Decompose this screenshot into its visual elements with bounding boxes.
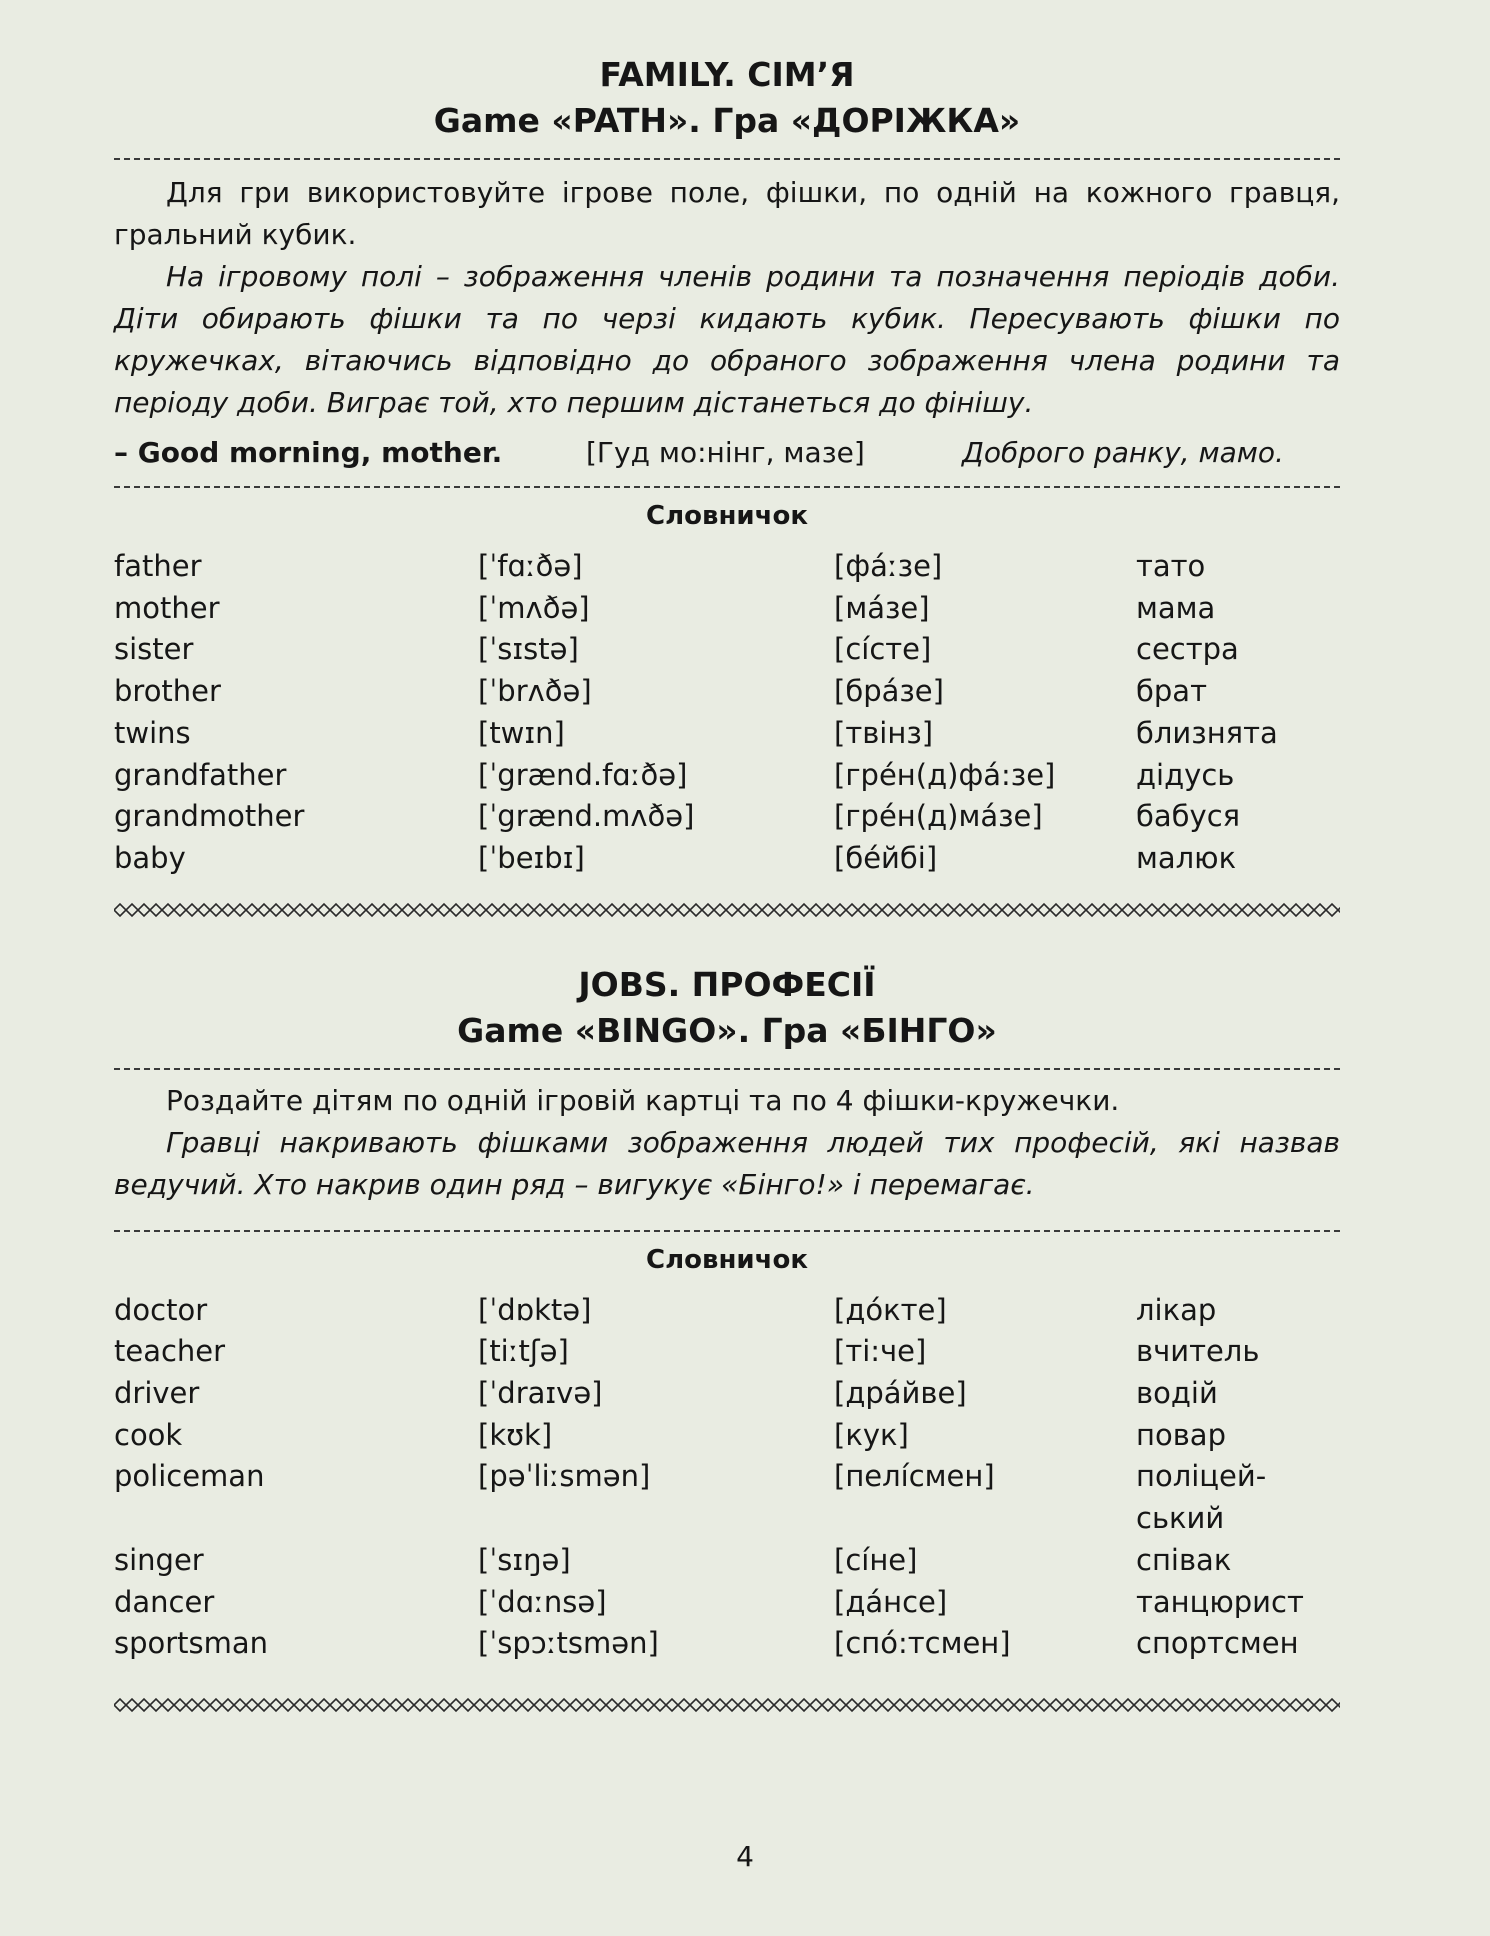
vocab-translation: близнята: [1136, 715, 1278, 750]
vocab-reading: [грéн(д)фá:зе]: [834, 757, 1056, 792]
vocab-reading: [кук]: [834, 1417, 909, 1452]
vocab-ipa: [ˈgrænd.mʌðə]: [478, 799, 695, 834]
zigzag-divider: [114, 1697, 1340, 1713]
vocab-row: [114, 1456, 1340, 1498]
vocab-translation: поліцей-: [1136, 1459, 1267, 1494]
vocab-word: singer: [114, 1542, 204, 1577]
vocab-ipa: [ˈsɪstə]: [478, 632, 579, 667]
vocab-row: [114, 1582, 1340, 1624]
vocab-translation: лікар: [1136, 1292, 1217, 1327]
vocab-row: [114, 1290, 1340, 1332]
description-paragraph: Гравці накривають фішками зображення людей тих професій, які назвав ведучий. Хто накрив один ряд – вигукує «Бінго!» і перемагає.: [114, 1125, 1340, 1201]
vocab-reading: [дáнсе]: [834, 1584, 948, 1619]
vocab-word: grandfather: [114, 757, 287, 792]
dashed-divider: [114, 486, 1340, 488]
jobs-section: [114, 962, 1340, 1713]
vocab-translation: сестра: [1136, 632, 1239, 667]
vocab-reading: [грéн(д)мáзе]: [834, 799, 1043, 834]
vocab-row: [114, 588, 1340, 630]
vocab-row: [114, 1540, 1340, 1582]
vocab-word: father: [114, 549, 202, 583]
instructions-paragraph: Роздайте дітям по одній ігровій картці та по 4 фішки-кружечки.: [166, 1083, 1120, 1117]
vocab-ipa: [kʊk]: [478, 1417, 553, 1452]
vocab-word: doctor: [114, 1292, 208, 1327]
vocab-translation: спортсмен: [1136, 1626, 1299, 1661]
dashed-divider: [114, 1068, 1340, 1070]
vocab-word: dancer: [114, 1584, 215, 1619]
vocab-reading: [твінз]: [834, 715, 934, 750]
vocab-reading: [сíне]: [834, 1542, 918, 1577]
vocab-word: sportsman: [114, 1626, 269, 1661]
vocab-row-continuation: [114, 1498, 1340, 1540]
vocab-reading: [брáзе]: [834, 674, 944, 709]
vocab-ipa: [tiːtʃə]: [478, 1334, 569, 1369]
vocab-reading: [ті:че]: [834, 1334, 927, 1369]
vocab-reading: [бéйбі]: [834, 840, 938, 875]
vocab-reading: [фáːзе]: [834, 549, 943, 583]
vocab-row: [114, 796, 1340, 838]
game-title: Game «PATH». Гра «ДОРІЖКА»: [433, 101, 1021, 140]
game-title: Game «BINGO». Гра «БІНГО»: [457, 1010, 997, 1050]
example-ukrainian: Доброго ранку, мамо.: [962, 436, 1284, 469]
vocabulary-list: [114, 1290, 1340, 1665]
vocab-reading: [сíсте]: [834, 632, 932, 667]
vocab-translation: водій: [1136, 1376, 1218, 1411]
vocab-word: grandmother: [114, 799, 305, 834]
vocab-row: [114, 1373, 1340, 1415]
vocab-translation: бабуся: [1136, 799, 1241, 834]
vocab-reading: [пелíсмен]: [834, 1459, 995, 1494]
instructions-paragraph: Для гри використовуйте ігрове поле, фішки, по одній на кожного гравця, гральний кубик.: [114, 176, 1340, 251]
vocab-row: [114, 629, 1340, 671]
vocab-ipa: [ˈdraɪvə]: [478, 1376, 603, 1411]
vocab-translation: мама: [1136, 590, 1216, 625]
vocab-row: [114, 755, 1340, 797]
vocabulary-title: Словничок: [646, 501, 808, 531]
vocab-ipa: [ˈdɑːnsə]: [478, 1584, 607, 1619]
vocab-word: mother: [114, 590, 220, 625]
vocab-translation: тато: [1136, 549, 1206, 583]
vocab-ipa: [ˈmʌðə]: [478, 590, 590, 625]
vocab-row: [114, 713, 1340, 755]
vocab-word: brother: [114, 674, 221, 709]
vocab-translation: вчитель: [1136, 1334, 1260, 1369]
vocab-ipa: [ˈbrʌðə]: [478, 674, 592, 709]
vocab-row: [114, 671, 1340, 713]
zigzag-divider: [114, 902, 1340, 918]
vocab-word: twins: [114, 715, 191, 750]
vocab-word: policeman: [114, 1459, 265, 1494]
vocab-translation: повар: [1136, 1417, 1226, 1452]
vocab-ipa: [ˈsɪŋə]: [478, 1542, 571, 1577]
vocab-reading: [мáзе]: [834, 590, 930, 625]
vocab-ipa: [twɪn]: [478, 715, 565, 750]
vocab-translation: танцюрист: [1136, 1584, 1304, 1619]
vocab-translation: співак: [1136, 1542, 1232, 1577]
example-phrase: [114, 432, 1340, 474]
section-title: FAMILY. СІМ’Я: [599, 55, 855, 94]
vocab-translation: ський: [1136, 1501, 1225, 1536]
vocab-reading: [спó:тсмен]: [834, 1626, 1011, 1661]
vocab-ipa: [ˈfɑːðə]: [478, 549, 583, 583]
vocab-row: [114, 1331, 1340, 1373]
example-english: – Good morning, mother.: [114, 436, 503, 469]
vocab-row: [114, 546, 1340, 588]
family-section: [114, 52, 1340, 918]
vocab-reading: [дóкте]: [834, 1292, 947, 1327]
vocab-word: cook: [114, 1417, 183, 1452]
vocab-word: sister: [114, 632, 194, 667]
vocab-word: driver: [114, 1376, 200, 1411]
vocabulary-title: Словничок: [646, 1244, 808, 1275]
vocab-row: [114, 1623, 1340, 1665]
vocab-word: teacher: [114, 1334, 226, 1369]
vocab-ipa: [ˈbeɪbɪ]: [478, 840, 585, 875]
vocab-row: [114, 838, 1340, 880]
dashed-divider: [114, 158, 1340, 160]
vocab-translation: брат: [1136, 674, 1207, 709]
example-transcription: [Гуд мо:нінг, мазе]: [586, 436, 865, 469]
vocab-row: [114, 1415, 1340, 1457]
page-number: 4: [736, 1840, 754, 1873]
vocab-translation: дідусь: [1136, 757, 1235, 792]
vocab-ipa: [ˈdɒktə]: [478, 1292, 592, 1327]
vocab-ipa: [ˈspɔːtsmən]: [478, 1626, 659, 1661]
vocab-ipa: [pəˈliːsmən]: [478, 1459, 651, 1494]
dashed-divider: [114, 1230, 1340, 1232]
vocab-translation: малюк: [1136, 840, 1237, 875]
section-title: JOBS. ПРОФЕСІЇ: [578, 964, 876, 1004]
page: [114, 52, 1340, 1713]
description-paragraph: На ігровому полі – зображення членів родини та позначення періодів доби. Діти обирають фішки та по черзі кидають кубик. Пересувають фішки по кружечках, вітаючись відповідно до обраного зображення члена родини та періоду доби. Виграє той, хто першим дістанеться до фінішу.: [114, 260, 1340, 419]
vocab-ipa: [ˈgrænd.fɑːðə]: [478, 757, 688, 792]
vocab-reading: [дрáйве]: [834, 1376, 967, 1411]
vocab-word: baby: [114, 840, 186, 875]
vocabulary-list: [114, 546, 1340, 880]
